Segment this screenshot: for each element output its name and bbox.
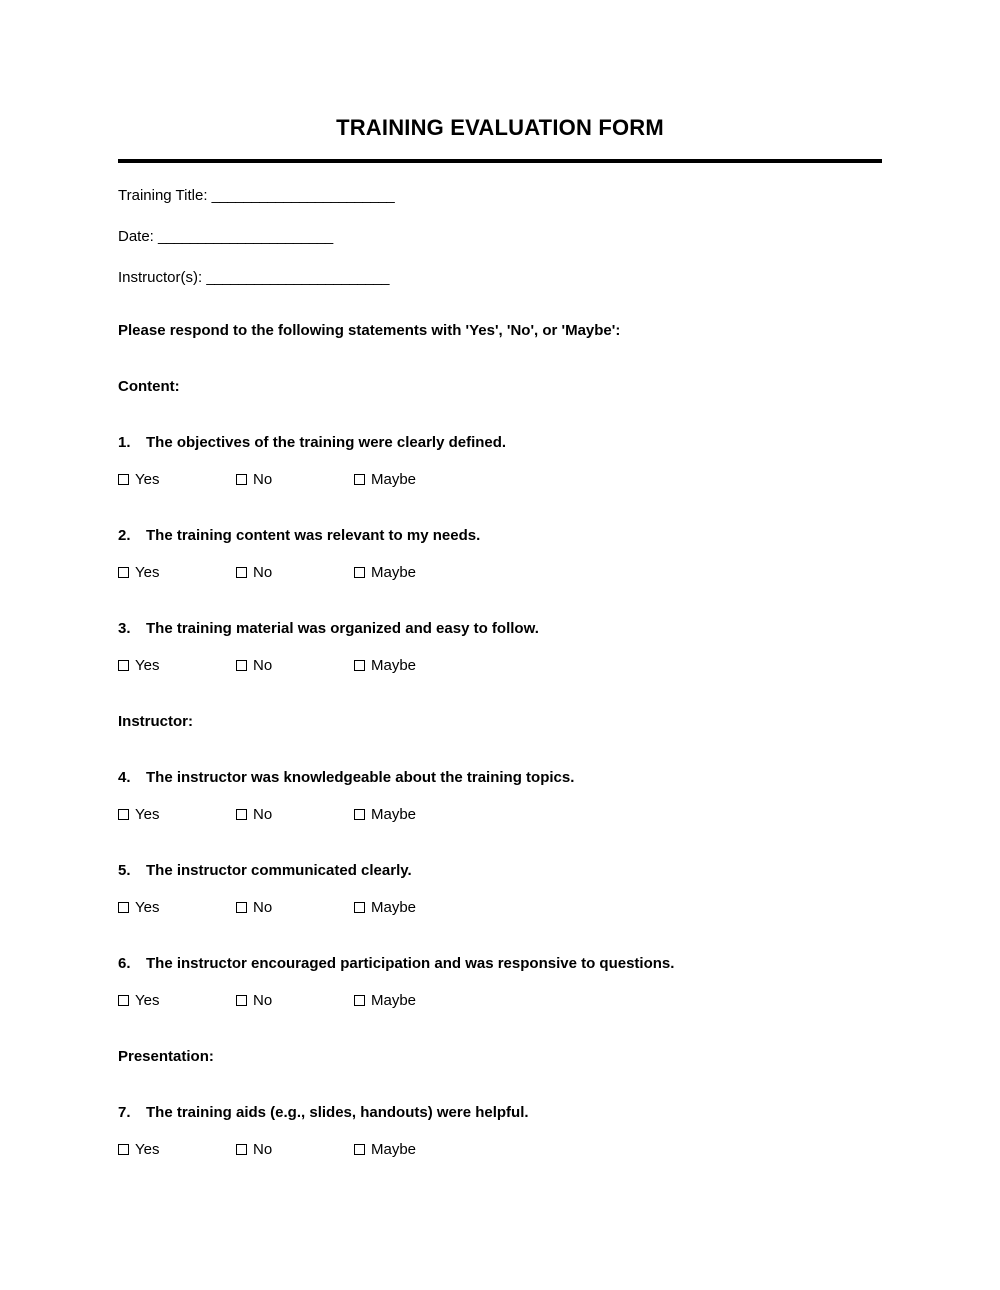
field-row-date: [118, 227, 882, 246]
question-1-number: 1.: [118, 434, 131, 451]
field-label-training-title: Training Title:: [118, 187, 208, 204]
question-2-option-no[interactable]: [236, 563, 354, 582]
question-3-options: [118, 656, 882, 675]
question-6: [118, 954, 882, 1010]
question-7-number: 7.: [118, 1104, 131, 1121]
empty-checkbox-icon[interactable]: [236, 474, 247, 485]
field-label-instructors: Instructor(s):: [118, 269, 203, 286]
question-1-text: [118, 433, 882, 452]
instruction-text: Please respond to the following statements with 'Yes', 'No', or 'Maybe':: [118, 322, 621, 339]
question-4-text: [118, 768, 882, 787]
question-2-options: [118, 563, 882, 582]
option-label-maybe: Maybe: [371, 564, 417, 581]
question-4-option-no[interactable]: [236, 805, 354, 824]
question-6-text: [118, 954, 882, 973]
question-7-text: [118, 1103, 882, 1122]
option-label-yes: Yes: [135, 992, 160, 1009]
question-1-option-no[interactable]: [236, 470, 354, 489]
option-label-yes: Yes: [135, 899, 160, 916]
field-input-instructors[interactable]: _______________________: [206, 269, 390, 286]
question-5-option-no[interactable]: [236, 898, 354, 917]
question-5-option-maybe[interactable]: [354, 898, 472, 917]
question-5: [118, 861, 882, 917]
section-heading-presentation: Presentation:: [118, 1048, 214, 1065]
option-label-yes: Yes: [135, 806, 160, 823]
question-6-option-no[interactable]: [236, 991, 354, 1010]
option-label-no: No: [253, 564, 273, 581]
field-row-training-title: [118, 186, 882, 205]
option-label-no: No: [253, 806, 273, 823]
question-3-number: 3.: [118, 620, 131, 637]
empty-checkbox-icon[interactable]: [354, 809, 365, 820]
question-3-option-yes[interactable]: [118, 656, 236, 675]
question-4-number: 4.: [118, 769, 131, 786]
question-7-options: [118, 1140, 882, 1159]
field-row-instructors: [118, 268, 882, 287]
question-6-option-maybe[interactable]: [354, 991, 472, 1010]
option-label-yes: Yes: [135, 1141, 160, 1158]
question-3-option-maybe[interactable]: [354, 656, 472, 675]
title-divider: [118, 159, 882, 163]
page-title: TRAINING EVALUATION FORM: [336, 115, 664, 140]
question-1-body: The objectives of the training were clearly defined.: [146, 434, 507, 451]
question-6-options: [118, 991, 882, 1010]
field-input-date[interactable]: ______________________: [158, 228, 333, 245]
question-4-option-yes[interactable]: [118, 805, 236, 824]
question-5-text: [118, 861, 882, 880]
question-6-number: 6.: [118, 955, 131, 972]
header-fields: [118, 186, 882, 287]
question-2-option-yes[interactable]: [118, 563, 236, 582]
empty-checkbox-icon[interactable]: [236, 995, 247, 1006]
option-label-maybe: Maybe: [371, 899, 417, 916]
empty-checkbox-icon[interactable]: [118, 474, 129, 485]
field-label-date: Date:: [118, 228, 154, 245]
question-4-options: [118, 805, 882, 824]
empty-checkbox-icon[interactable]: [236, 809, 247, 820]
question-1-option-yes[interactable]: [118, 470, 236, 489]
empty-checkbox-icon[interactable]: [118, 995, 129, 1006]
option-label-maybe: Maybe: [371, 471, 417, 488]
document-content: [118, 0, 882, 1159]
question-1-option-maybe[interactable]: [354, 470, 472, 489]
section-heading-instructor: Instructor:: [118, 713, 193, 730]
question-4: [118, 768, 882, 824]
question-5-number: 5.: [118, 862, 131, 879]
option-label-yes: Yes: [135, 657, 160, 674]
question-2-number: 2.: [118, 527, 131, 544]
question-2-option-maybe[interactable]: [354, 563, 472, 582]
question-4-body: The instructor was knowledgeable about the training topics.: [146, 769, 575, 786]
question-2-text: [118, 526, 882, 545]
empty-checkbox-icon[interactable]: [354, 902, 365, 913]
option-label-maybe: Maybe: [371, 806, 417, 823]
field-input-training-title[interactable]: _______________________: [211, 187, 395, 204]
section-heading-content: Content:: [118, 378, 180, 395]
empty-checkbox-icon[interactable]: [354, 567, 365, 578]
empty-checkbox-icon[interactable]: [236, 902, 247, 913]
question-7-option-maybe[interactable]: [354, 1140, 472, 1159]
question-2-body: The training content was relevant to my needs.: [146, 527, 481, 544]
empty-checkbox-icon[interactable]: [118, 1144, 129, 1155]
question-6-option-yes[interactable]: [118, 991, 236, 1010]
option-label-yes: Yes: [135, 471, 160, 488]
question-5-body: The instructor communicated clearly.: [146, 862, 412, 879]
question-7: [118, 1103, 882, 1159]
question-6-body: The instructor encouraged participation and was responsive to questions.: [146, 955, 675, 972]
question-2: [118, 526, 882, 582]
empty-checkbox-icon[interactable]: [118, 660, 129, 671]
empty-checkbox-icon[interactable]: [354, 660, 365, 671]
option-label-no: No: [253, 1141, 273, 1158]
question-3-option-no[interactable]: [236, 656, 354, 675]
empty-checkbox-icon[interactable]: [236, 567, 247, 578]
question-7-option-yes[interactable]: [118, 1140, 236, 1159]
option-label-no: No: [253, 992, 273, 1009]
question-3-text: [118, 619, 882, 638]
question-5-option-yes[interactable]: [118, 898, 236, 917]
question-3: [118, 619, 882, 675]
empty-checkbox-icon[interactable]: [236, 1144, 247, 1155]
question-1-options: [118, 470, 882, 489]
option-label-maybe: Maybe: [371, 657, 417, 674]
option-label-no: No: [253, 657, 273, 674]
question-4-option-maybe[interactable]: [354, 805, 472, 824]
empty-checkbox-icon[interactable]: [354, 1144, 365, 1155]
empty-checkbox-icon[interactable]: [118, 809, 129, 820]
empty-checkbox-icon[interactable]: [236, 660, 247, 671]
option-label-maybe: Maybe: [371, 1141, 417, 1158]
empty-checkbox-icon[interactable]: [118, 567, 129, 578]
question-3-body: The training material was organized and easy to follow.: [146, 620, 539, 637]
question-7-body: The training aids (e.g., slides, handouts) were helpful.: [146, 1104, 529, 1121]
question-7-option-no[interactable]: [236, 1140, 354, 1159]
question-5-options: [118, 898, 882, 917]
empty-checkbox-icon[interactable]: [354, 474, 365, 485]
option-label-no: No: [253, 899, 273, 916]
question-1: [118, 433, 882, 489]
option-label-yes: Yes: [135, 564, 160, 581]
option-label-no: No: [253, 471, 273, 488]
empty-checkbox-icon[interactable]: [118, 902, 129, 913]
option-label-maybe: Maybe: [371, 992, 417, 1009]
empty-checkbox-icon[interactable]: [354, 995, 365, 1006]
